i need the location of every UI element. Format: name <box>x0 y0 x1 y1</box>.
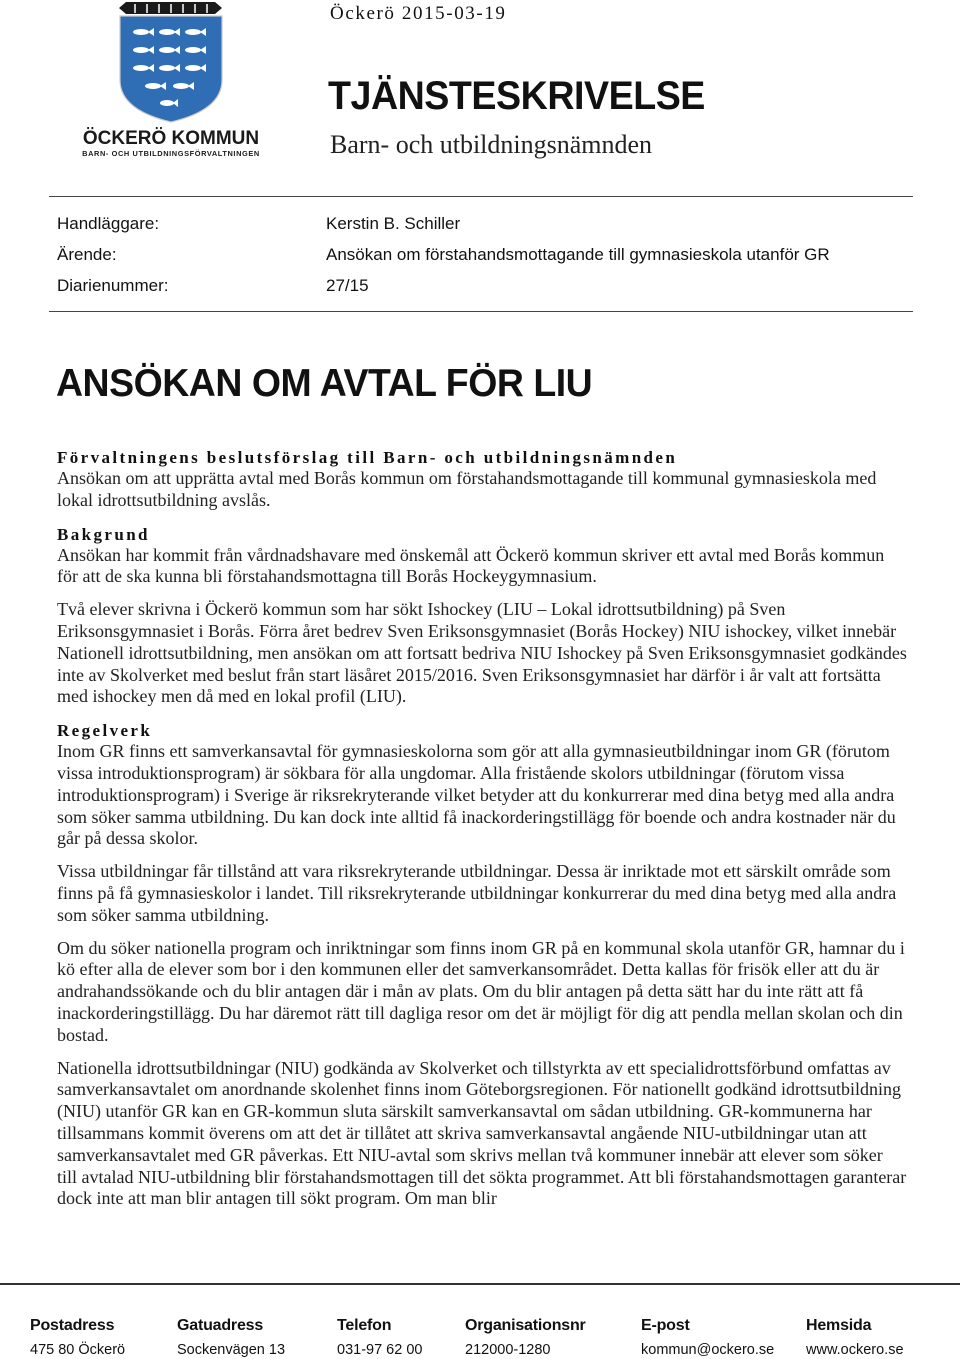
logo-sub-name: BARN- OCH UTBILDNINGSFÖRVALTNINGEN <box>82 149 260 158</box>
section-proposal <box>57 447 907 512</box>
footer-gatuadress <box>177 1317 285 1358</box>
ockero-crest-icon <box>55 2 287 158</box>
municipality-logo <box>55 2 287 158</box>
paragraph: Ansökan om att upprätta avtal med Borås kommun om förstahandsmottagande till kommunal gymnasieskola med lokal idrottsutbildning avslås. <box>57 468 877 510</box>
footer-website-link[interactable]: www.ockero.se <box>806 1342 904 1358</box>
document-body <box>57 447 907 1222</box>
meta-label: Handläggare: <box>57 214 160 233</box>
paragraph: Vissa utbildningar får tillstånd att vara riksrekryterande utbildningar. Dessa är inriktade mot ett särskilt område som finns på få gymnasieskolor i landet. Till riksrekryterande utbildningar konkurrerar du med dina betyg med alla andra som söker samma utbildning. <box>57 861 897 925</box>
logo-org-name: ÖCKERÖ KOMMUN <box>82 128 260 149</box>
footer-label: Hemsida <box>806 1317 872 1334</box>
footer-organisationsnr <box>465 1317 586 1358</box>
divider <box>49 311 913 312</box>
paragraph: Inom GR finns ett samverkansavtal för gymnasieskolorna som gör att alla gymnasieutbildningar inom GR (förutom vissa introduktionsprogram) är sökbara för alla ungdomar. Alla fristående skolors utbildningar (förutom vissa introduktionsprogram) i Sverige är riksrekryterande vilket betyder att du konkurrerar med dina betyg med alla andra som söker samma utbildning. Du kan dock inte alltid få inackorderingstillägg för boende och andra kostnader när du går på dessa skolor. <box>57 741 896 849</box>
footer-hemsida <box>806 1317 904 1358</box>
paragraph: Ansökan har kommit från vårdnadshavare med önskemål att Öckerö kommun skriver ett avtal med Borås kommun för att de ska kunna bli förstahandsmottagna till Borås Hockeygymnasium. <box>57 544 885 587</box>
meta-label: Ärende: <box>57 245 117 264</box>
footer-postadress <box>30 1317 125 1358</box>
department-name: Barn- och utbildningsnämnden <box>330 130 653 159</box>
footer-epost <box>641 1317 774 1358</box>
divider <box>49 196 913 197</box>
meta-value: 27/15 <box>326 276 369 295</box>
footer-telefon <box>337 1317 422 1358</box>
document-date: Öckerö 2015-03-19 <box>330 3 507 24</box>
section-heading: Förvaltningens beslutsförslag till Barn- och utbildningsnämnden <box>57 448 678 467</box>
meta-label: Diarienummer: <box>57 276 169 295</box>
footer-value: 031-97 62 00 <box>337 1342 423 1358</box>
footer-label: Gatuadress <box>177 1317 264 1334</box>
footer-label: E-post <box>641 1317 690 1334</box>
document-type: TJÄNSTESKRIVELSE <box>328 74 705 118</box>
meta-value: Ansökan om förstahandsmottagande till gymnasieskola utanför GR <box>326 245 830 264</box>
paragraph: Två elever skrivna i Öckerö kommun som har sökt Ishockey (LIU – Lokal idrottsutbildning) på Sven Eriksonsgymnasiet i Borås. Förra året bedrev Sven Eriksonsgymnasiet (Borås Hockey) NIU ishockey, vilket innebär Nationell idrottsutbildning, men ansökan om att fortsatt bedriva NIU Ishockey på Sven Eriksonsgymnasiet godkändes inte av Skolverket med beslut från start läsåret 2015/2016. Sven Eriksonsgymnasiet har därför i år valt att fortsätta med ishockey men då med en lokal profil (LIU). <box>57 599 907 707</box>
section-bakgrund <box>57 524 907 709</box>
section-regelverk <box>57 720 907 1210</box>
paragraph: Nationella idrottsutbildningar (NIU) godkända av Skolverket och tillstyrkta av ett specialidrottsförbund omfattas av samverkansavtalet om anordnande skolenhet finns inom Göteborgsregionen. För nationellt godkänd idrottsutbildning (NIU) utanför GR kan en GR-kommun sluta särskilt samverkansavtal om sådan utbildning. GR-kommunerna har tillsammans kommit överens om att det är tillåtet att skriva samverkansavtal angående NIU-utbildningar utan att samverkansavtalet med GR påverkas. Ett NIU-avtal som skrivs mellan två kommuner innebär att elever som söker till avtalad NIU-utbildning blir förstahandsmottagen till det sökta programmet. Att bli förstahandsmottagen garanterar dock inte att man blir antagen till sökt program. Om man blir <box>57 1057 907 1209</box>
footer-value: Sockenvägen 13 <box>177 1342 286 1358</box>
footer-email-link[interactable]: kommun@ockero.se <box>641 1342 775 1358</box>
footer-label: Organisationsnr <box>465 1317 586 1334</box>
footer-divider <box>0 1283 960 1285</box>
footer-label: Telefon <box>337 1317 392 1334</box>
footer-label: Postadress <box>30 1317 115 1334</box>
paragraph: Om du söker nationella program och inriktningar som finns inom GR på en kommunal skola utanför GR, hamnar du i kö efter alla de elever som bor i den kommunen eller det samverkansområdet. Detta kallas för frisök eller att du är andrahandssökande och du blir antagen där i mån av plats. Om du blir antagen på detta sätt har du inte rätt att få inackorderingstillägg. Du har däremot rätt till dagliga resor om det är möjligt för dig att pendla mellan skolan och din bostad. <box>57 937 905 1045</box>
page-title: ANSÖKAN OM AVTAL FÖR LIU <box>56 362 593 405</box>
footer-value: 475 80 Öckerö <box>30 1342 126 1358</box>
section-heading: Regelverk <box>57 721 153 741</box>
meta-value: Kerstin B. Schiller <box>326 214 461 233</box>
section-heading: Bakgrund <box>57 524 150 544</box>
footer-value: 212000-1280 <box>465 1342 551 1358</box>
